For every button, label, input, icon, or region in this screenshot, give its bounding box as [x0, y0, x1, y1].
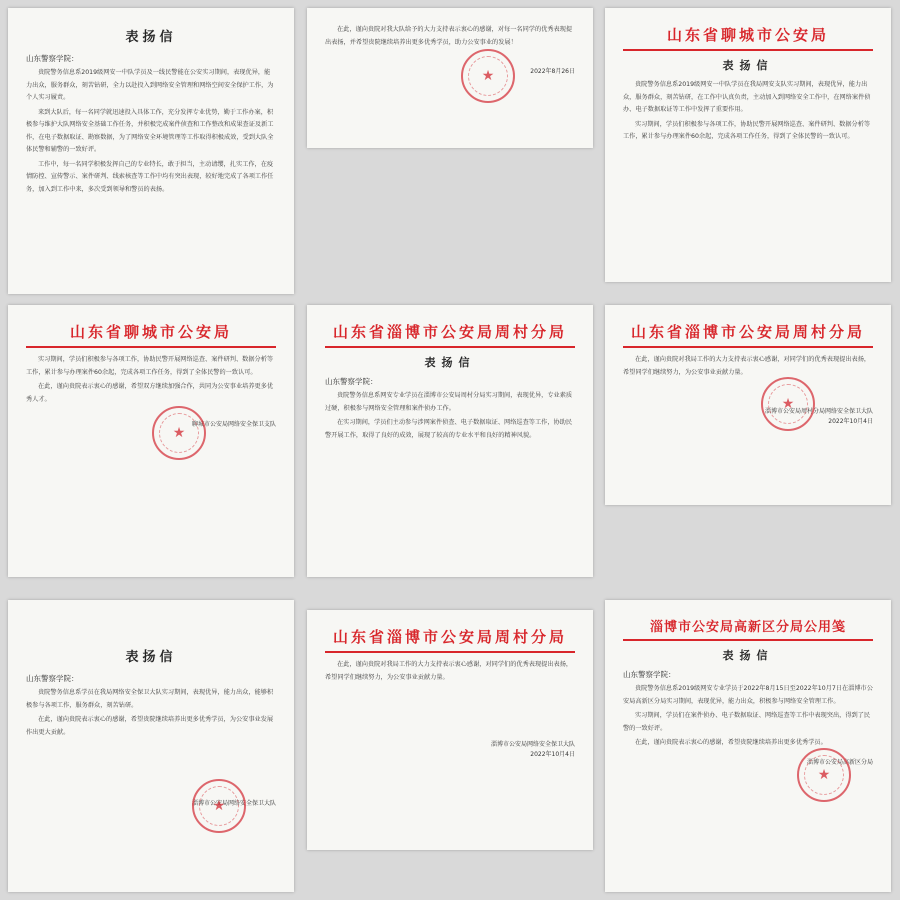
letter-paragraph: 实习期间，学员们积极参与各项工作，协助民警开展网络巡查、案件研判、数据分析等工作，累计参与办理案件60余起，完成各项工作任务，得到了全体民警的一致认可。 — [26, 356, 274, 376]
letter-paragraph: 在实习期间，学员们主动参与涉网案件侦查、电子数据取证、网络巡查等工作，协助民警开展工作，取得了良好的成效，展现了较高的专业水平和良好的精神风貌。 — [325, 419, 573, 439]
letter-2-page-1 — [605, 8, 891, 282]
letter-paragraph: 贵院警务信息系2019级网安专业学员于2022年8月15日至2022年10月7日在淄博市公安局高新区分局实习期间，表现优异，能力出众，积极参与网络安全管理工作。 — [623, 685, 873, 705]
official-seal-icon — [797, 748, 851, 802]
letter-1-page-2 — [307, 8, 593, 148]
official-seal-icon — [152, 406, 206, 460]
letter-paragraph: 来到大队后，每一名同学就迅速投入具体工作，充分发挥专业优势，勤于工作办案，积极参与维护大队网络安全基础工作任务，并积极完成案件侦查和工作整改和成果查证及新工作，在电子数据取证、勘察数据，为了网络安全环境管理等工作取得积极成效，受到大队全体民警和辅警的一致好评。 — [26, 108, 274, 153]
signature-unit: 淄博市公安局网络安全保卫大队 — [191, 800, 276, 807]
letterhead-rule — [623, 639, 873, 641]
letter-paragraph: 在此，谨向贵院对我大队给予的大力支持表示衷心的感谢，对每一名同学的优秀表现提出表扬，并希望贵院继续培养出更多优秀学员，助力公安事业的发展！ — [325, 26, 573, 46]
letterhead-title: 山东省聊城市公安局 — [666, 26, 829, 44]
letter-signature — [325, 67, 575, 77]
signature-unit: 淄博市公安局网络安全保卫大队 — [490, 741, 575, 748]
signature-unit: 淄博市公安局高新区分局 — [806, 758, 873, 766]
letter-salutation: 山东警察学院： — [26, 54, 79, 63]
letter-4-page — [8, 600, 294, 892]
letter-salutation: 山东警察学院： — [623, 670, 676, 679]
letterhead-title: 淄博市公安局高新区分局公用笺 — [649, 620, 846, 635]
letterhead-rule — [623, 49, 873, 51]
letter-paragraph: 在此，谨向贵院对我局工作的大力支持表示衷心感谢，对同学们的优秀表现提出表扬，希望同学们继续努力，为公安事业贡献力量。 — [325, 661, 573, 681]
letterhead-title: 山东省淄博市公安局周村分局 — [332, 323, 567, 341]
letter-title: 表扬信 — [125, 650, 177, 665]
letter-paragraph: 贵院警务信息系网安专业学员在淄博市公安局周村分局实习期间，表现优异，专业素质过硬，积极参与网络安全管理和案件侦办工作。 — [325, 392, 573, 412]
letterhead-rule — [26, 346, 276, 348]
letter-2-page-2 — [8, 305, 294, 577]
letterhead-title: 山东省淄博市公安局周村分局 — [630, 323, 865, 341]
letterhead-rule — [325, 346, 575, 348]
letter-title: 表扬信 — [722, 649, 774, 662]
letter-paragraph: 在此，谨向贵院表示衷心的感谢，希望贵院继续培养出更多优秀学员。 — [635, 739, 827, 746]
official-seal-icon — [192, 779, 246, 833]
letter-title: 表扬信 — [424, 356, 476, 369]
letter-paragraph: 在此，谨向贵院对我局工作的大力支持表示衷心感谢，对同学们的优秀表现提出表扬，希望同学们继续努力，为公安事业贡献力量。 — [623, 356, 871, 376]
letter-3-page-1 — [307, 305, 593, 577]
letter-signature — [26, 420, 276, 430]
letter-paragraph: 贵院警务信息系学员在我局网络安全保卫大队实习期间，表现优异，能力出众，能够积极参与各项工作，服务群众，刻苦钻研。 — [26, 689, 274, 709]
letter-title: 表扬信 — [125, 30, 177, 45]
letter-3-page-2-duplicate — [307, 610, 593, 850]
letter-signature — [26, 799, 276, 809]
letter-5-page — [605, 600, 891, 892]
letter-paragraph: 实习期间，学员们积极参与各项工作，协助民警开展网络巡查、案件研判、数据分析等工作，累计参与办理案件60余起，完成各项工作任务，得到了全体民警的一致认可。 — [623, 120, 871, 140]
letter-paragraph: 在此，谨向贵院表示衷心的感谢，希望双方继续加强合作，共同为公安事业培养更多优秀人才。 — [26, 383, 274, 403]
official-seal-icon — [461, 49, 515, 103]
letter-1-page-1 — [8, 8, 294, 294]
letter-paragraph: 工作中，每一名同学积极发挥自己的专业特长，敢于担当，主动请缨，扎实工作，在疫情防控、宣传警示、案件研判、线索核查等工作中均有突出表现，较好地完成了各项工作任务，加入到工作中来，多次受到领导和警员的表扬。 — [26, 160, 274, 193]
letter-signature — [325, 740, 575, 760]
letter-paragraph: 实习期间，学员们在案件侦办、电子数据取证、网络巡查等工作中表现突出，得到了民警的一致好评。 — [623, 712, 871, 732]
letter-salutation: 山东警察学院： — [26, 674, 79, 683]
letter-title: 表扬信 — [722, 59, 774, 72]
letter-paragraph: 贵院警务信息系2019级网安一中队学员及一线民警能在公安实习期间，表现优异，能力出众，服务群众，刻苦钻研，全力以赴投入到网络安全管理和网络空间安全保护工作，为个人实习履责。 — [26, 69, 274, 101]
letter-3-page-2 — [605, 305, 891, 505]
letter-paragraph: 在此，谨向贵院表示衷心的感谢，希望贵院继续培养出更多优秀学员，为公安事业发展作出更大贡献。 — [26, 716, 274, 736]
signature-date: 2022年10月4日 — [530, 751, 575, 758]
letterhead-rule — [325, 651, 575, 653]
letter-signature — [623, 407, 873, 427]
letterhead-rule — [623, 346, 873, 348]
signature-unit: 淄博市公安局周村分局网络安全保卫大队 — [764, 408, 873, 415]
letterhead-title: 山东省淄博市公安局周村分局 — [332, 628, 567, 646]
letter-paragraph: 贵院警务信息系2019级网安一中队学员在我局网安支队实习期间，表现优异，能力出众，服务群众，刻苦钻研，在工作中认真负责，主动加入到网络安全工作中，在网络案件侦办、电子数据取证等工作中发挥了重要作用。 — [623, 81, 871, 113]
official-seal-icon — [761, 377, 815, 431]
signature-date: 2022年8月26日 — [530, 68, 575, 75]
letter-salutation: 山东警察学院： — [325, 377, 378, 386]
signature-unit: 聊城市公安局网络安全保卫支队 — [191, 421, 276, 428]
signature-date: 2022年10月4日 — [828, 418, 873, 425]
letter-signature — [623, 758, 873, 768]
letterhead-title: 山东省聊城市公安局 — [69, 323, 232, 341]
